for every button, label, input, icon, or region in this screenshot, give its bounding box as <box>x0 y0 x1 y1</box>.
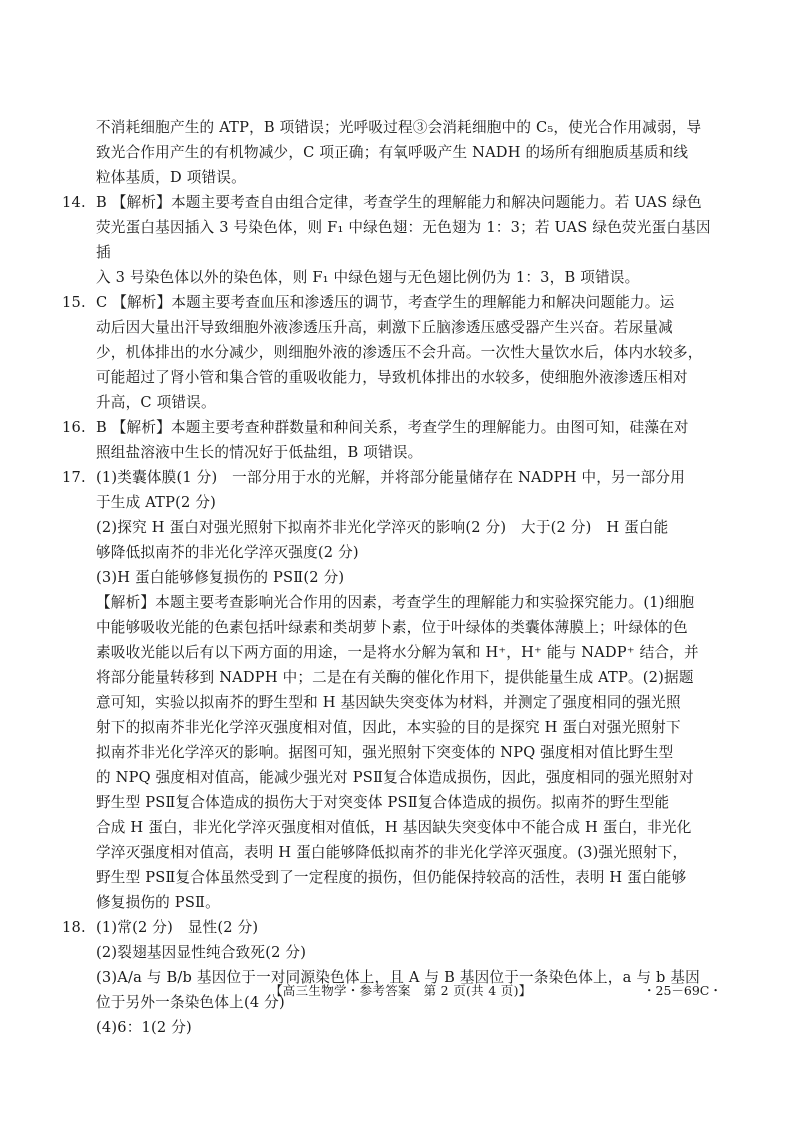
question-number: 14. <box>62 194 86 211</box>
question-number: 16. <box>62 419 86 436</box>
analysis-line: 野生型 PSⅡ复合体虽然受到了一定程度的损伤，但仍能保持较高的活性，表明 H 蛋白能够 <box>96 869 687 886</box>
text-line: 可能超过了肾小管和集合管的重吸收能力，导致机体排出的水较多，使细胞外液渗透压相对 <box>96 369 688 386</box>
text-line: 少，机体排出的水分减少，则细胞外液的渗透压不会升高。一次性大量饮水后，体内水较多， <box>96 344 703 361</box>
analysis-line: 意可知，实验以拟南芥的野生型和 H 基因缺失突变体为材料，并测定了强度相同的强光照 <box>96 694 681 711</box>
text-line: 入 3 号染色体以外的染色体，则 F₁ 中绿色翅与无色翅比例仍为 1：3，B 项错误。 <box>96 269 640 286</box>
analysis-line: 射下的拟南芥非光化学淬灭强度相对值，因此，本实验的目的是探究 H 蛋白对强光照射下 <box>96 719 681 736</box>
analysis-line: 【解析】本题主要考查影响光合作用的因素，考查学生的理解能力和实验探究能力。(1)细胞 <box>96 594 695 611</box>
question-14 <box>62 190 720 290</box>
analysis-line: 素吸收光能以后有以下两方面的用途，一是将水分解为氧和 H⁺，H⁺ 能与 NADP⁺ 结合，并 <box>96 644 699 661</box>
text-line: (3)A/a 与 B/b 基因位于一对同源染色体上，且 A 与 B 基因位于一条染色体上，a 与 b 基因 <box>96 969 700 986</box>
text-line: B 【解析】本题主要考查自由组合定律，考查学生的理解能力和解决问题能力。若 UAS 绿色 <box>96 194 702 211</box>
question-16 <box>62 415 720 465</box>
text-line: 致光合作用产生的有机物减少，C 项正确；有氧呼吸产生 NADH 的场所有细胞质基质和线 <box>96 144 689 161</box>
analysis-line: 学淬灭强度相对值高，表明 H 蛋白能够降低拟南芥的非光化学淬灭强度。(3)强光照射下， <box>96 844 688 861</box>
analysis-line: 野生型 PSⅡ复合体造成的损伤大于对突变体 PSⅡ复合体造成的损伤。拟南芥的野生型能 <box>96 794 670 811</box>
question-15 <box>62 290 720 415</box>
text-line: C 【解析】本题主要考查血压和渗透压的调节，考查学生的理解能力和解决问题能力。运 <box>96 294 675 311</box>
analysis-line: 拟南芥非光化学淬灭的影响。据图可知，强光照射下突变体的 NPQ 强度相对值比野生型 <box>96 744 674 761</box>
text-line: 荧光蛋白基因插入 3 号染色体，则 F₁ 中绿色翅：无色翅为 1：3；若 UAS 绿色荧光蛋白基因插 <box>96 219 711 261</box>
footer-code: ・25－69C・ <box>643 983 722 998</box>
analysis-line: 合成 H 蛋白，非光化学淬灭强度相对值低，H 基因缺失突变体中不能合成 H 蛋白，非光化 <box>96 819 692 836</box>
text-line: 于生成 ATP(2 分) <box>96 494 217 511</box>
text-line: (1)类囊体膜(1 分) 一部分用于水的光解，并将部分能量储存在 NADPH 中，另一部分用 <box>96 469 686 486</box>
question-number: 17. <box>62 469 86 486</box>
text-line: 照组盐溶液中生长的情况好于低盐组，B 项错误。 <box>96 444 423 461</box>
text-line: B 【解析】本题主要考查种群数量和种间关系，考查学生的理解能力。由图可知，硅藻在对 <box>96 419 689 436</box>
text-line: 升高，C 项错误。 <box>96 394 216 411</box>
text-line: (4)6：1(2 分) <box>96 1019 192 1036</box>
question-number: 18. <box>62 919 86 936</box>
text-line: 粒体基质，D 项错误。 <box>96 169 246 186</box>
analysis-line: 修复损伤的 PSⅡ。 <box>96 894 220 911</box>
question-18 <box>62 915 720 1040</box>
text-line: (2)探究 H 蛋白对强光照射下拟南芥非光化学淬灭的影响(2 分) 大于(2 分) H 蛋白能 <box>96 519 669 536</box>
text-line: 不消耗细胞产生的 ATP，B 项错误；光呼吸过程③会消耗细胞中的 C₅，使光合作用减弱，导 <box>96 119 702 136</box>
text-line: (1)常(2 分) 显性(2 分) <box>96 919 259 936</box>
analysis-line: 的 NPQ 强度相对值高，能减少强光对 PSⅡ复合体造成损伤，因此，强度相同的强光照射对 <box>96 769 694 786</box>
text-line: 够降低拟南芥的非光化学淬灭强度(2 分) <box>96 544 359 561</box>
footer-title: 【高三生物学・参考答案 第 2 页(共 4 页)】 <box>270 983 532 998</box>
answer-body <box>62 115 720 1040</box>
text-line: 动后因大量出汗导致细胞外液渗透压升高，刺激下丘脑渗透压感受器产生兴奋。若尿量减 <box>96 319 673 336</box>
analysis-line: 中能够吸收光能的色素包括叶绿素和类胡萝卜素，位于叶绿体的类囊体薄膜上；叶绿体的色 <box>96 619 688 636</box>
question-number: 15. <box>62 294 86 311</box>
text-line: (3)H 蛋白能够修复损伤的 PSⅡ(2 分) <box>96 569 345 586</box>
text-line: 位于另外一条染色体上(4 分) <box>96 994 285 1011</box>
analysis-line: 将部分能量转移到 NADPH 中；二是在有关酶的催化作用下，提供能量生成 ATP。(2)据题 <box>96 669 694 686</box>
text-line: (2)裂翅基因显性纯合致死(2 分) <box>96 944 307 961</box>
question-17 <box>62 465 720 915</box>
